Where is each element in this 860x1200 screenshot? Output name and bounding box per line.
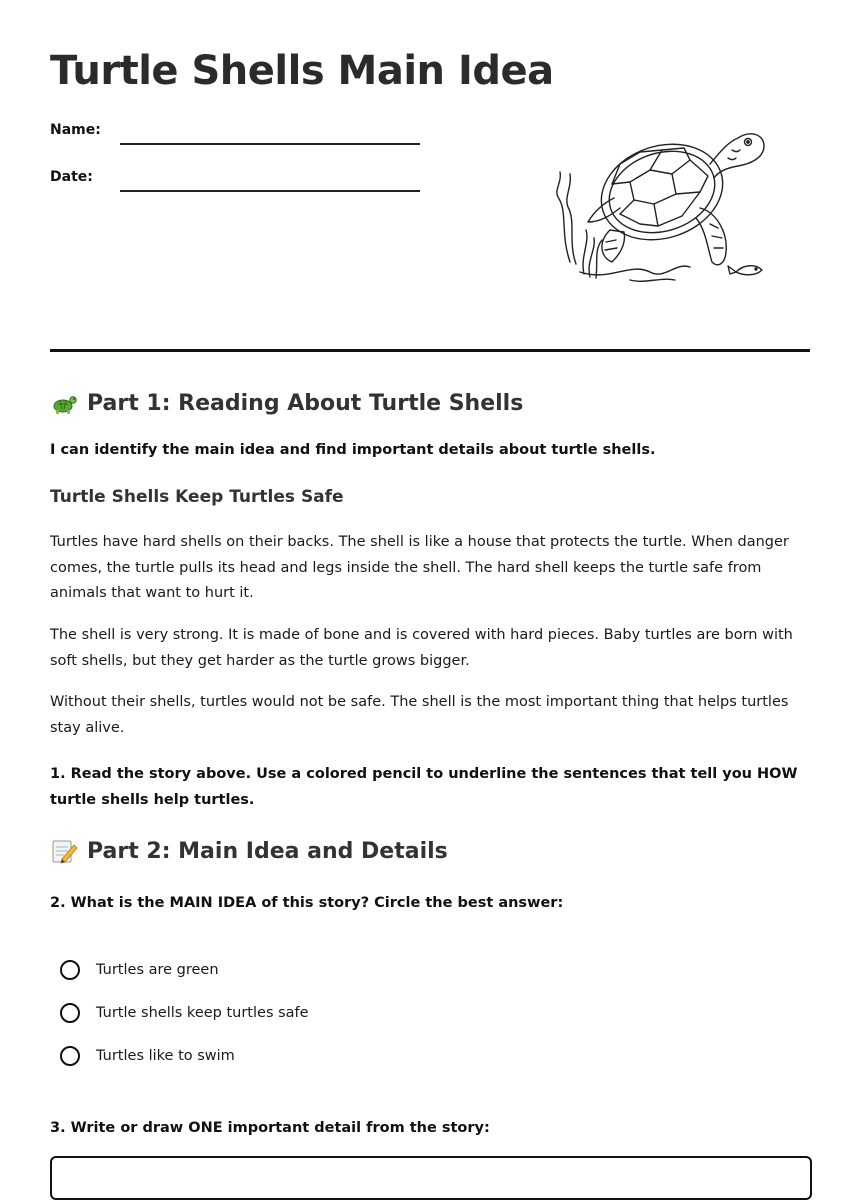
date-write-line[interactable] xyxy=(120,190,420,192)
sea-turtle-illustration xyxy=(550,112,774,290)
answer-option[interactable] xyxy=(60,1044,235,1068)
story-paragraph-1: Turtles have hard shells on their backs. The shell is like a house that protects the turtle. When danger comes, the turtle pulls its head and legs inside the shell. The hard shell keeps the turtle safe from animals that want to hurt it. xyxy=(50,534,789,601)
turtle-icon xyxy=(50,389,78,417)
story-paragraph-2: The shell is very strong. It is made of bone and is covered with hard pieces. Baby turtles are born with soft shells, but they get harder as the turtle grows bigger. xyxy=(50,627,793,669)
part1-heading xyxy=(50,389,523,417)
question-1: 1. Read the story above. Use a colored pencil to underline the sentences that tell you HOW turtle shells help turtles. xyxy=(50,766,798,808)
section-divider xyxy=(50,349,810,352)
answer-option-text: Turtle shells keep turtles safe xyxy=(96,1005,309,1021)
part2-heading-text: Part 2: Main Idea and Details xyxy=(87,838,448,864)
memo-pencil-icon xyxy=(50,837,78,865)
answer-option[interactable] xyxy=(60,1001,309,1025)
answer-option-text: Turtles like to swim xyxy=(96,1048,235,1064)
detail-answer-box[interactable] xyxy=(50,1156,812,1200)
part1-heading-text: Part 1: Reading About Turtle Shells xyxy=(87,390,524,416)
radio-circle[interactable] xyxy=(60,1046,80,1066)
learning-objective: I can identify the main idea and find important details about turtle shells. xyxy=(50,442,656,458)
part2-heading xyxy=(50,837,448,865)
page-title: Turtle Shells Main Idea xyxy=(50,48,554,94)
question-3: 3. Write or draw ONE important detail from the story: xyxy=(50,1120,490,1136)
name-label: Name: xyxy=(50,122,101,138)
date-label: Date: xyxy=(50,169,93,185)
name-write-line[interactable] xyxy=(120,143,420,145)
answer-option-text: Turtles are green xyxy=(96,962,219,978)
question-2: 2. What is the MAIN IDEA of this story? Circle the best answer: xyxy=(50,895,564,911)
answer-option[interactable] xyxy=(60,958,219,982)
story-paragraph-3: Without their shells, turtles would not be safe. The shell is the most important thing that helps turtles stay alive. xyxy=(50,694,789,736)
story-title: Turtle Shells Keep Turtles Safe xyxy=(50,487,344,507)
radio-circle[interactable] xyxy=(60,1003,80,1023)
radio-circle[interactable] xyxy=(60,960,80,980)
